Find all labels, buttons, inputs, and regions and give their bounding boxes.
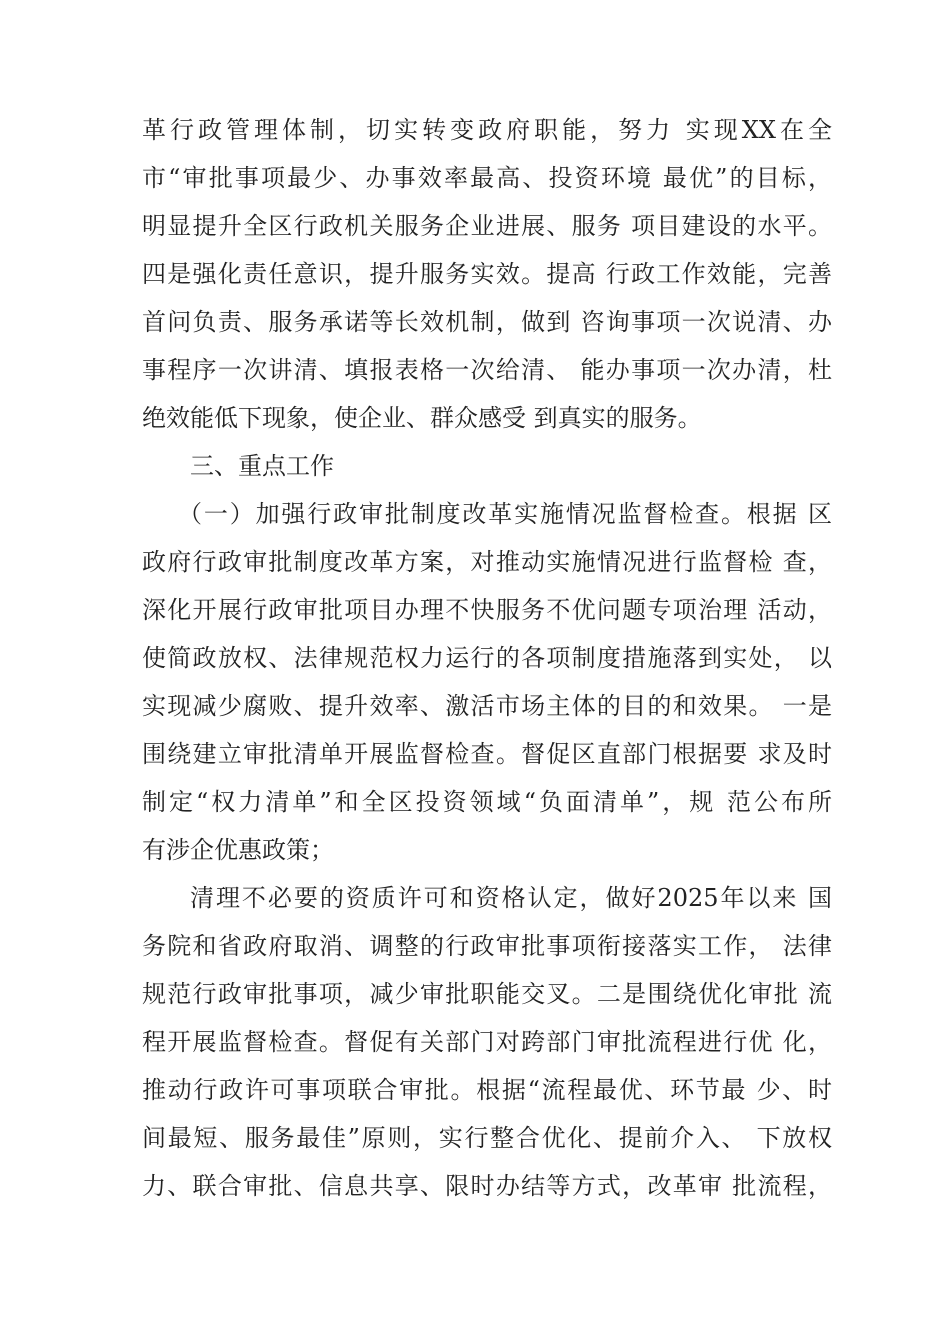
text-line: 有涉企优惠政策；	[142, 836, 334, 864]
section-heading: 三、重点工作	[190, 452, 334, 480]
document-body	[142, 106, 832, 1210]
subsection-heading-line: （一）加强行政审批制度改革实施情况监督检查。根据 区	[178, 500, 832, 528]
text-line: 务院和省政府取消、调整的行政审批事项衔接落实工作， 法律	[142, 932, 832, 960]
text-line: 明显提升全区行政机关服务企业进展、服务 项目建设的水平。	[142, 212, 832, 240]
text-line: 围绕建立审批清单开展监督检查。督促区直部门根据要 求及时	[142, 740, 832, 768]
text-line: 推动行政许可事项联合审批。根据“流程最优、环节最 少、时	[142, 1076, 832, 1104]
text-line: 实现减少腐败、提升效率、激活市场主体的目的和效果。 一是	[142, 692, 832, 720]
text-line: 事程序一次讲清、填报表格一次给清、 能办事项一次办清，杜	[142, 356, 832, 384]
paragraph-first-line: 清理不必要的资质许可和资格认定，做好2025年以来 国	[190, 884, 832, 912]
text-line: 规范行政审批事项，减少审批职能交叉。二是围绕优化审批 流	[142, 980, 832, 1008]
text-line: 制定“权力清单”和全区投资领域“负面清单”，规 范公布所	[142, 788, 832, 816]
text-line: 政府行政审批制度改革方案，对推动实施情况进行监督检 查，	[142, 548, 832, 576]
text-line: 首问负责、服务承诺等长效机制，做到 咨询事项一次说清、办	[142, 308, 832, 336]
text-line: 间最短、服务最佳”原则，实行整合优化、提前介入、 下放权	[142, 1124, 832, 1152]
text-line: 市“审批事项最少、办事效率最高、投资环境 最优”的目标，	[142, 164, 832, 192]
text-line: 力、联合审批、信息共享、限时办结等方式，改革审 批流程，	[142, 1172, 832, 1200]
text-line: 绝效能低下现象，使企业、群众感受 到真实的服务。	[142, 404, 702, 432]
text-line: 程开展监督检查。督促有关部门对跨部门审批流程进行优 化，	[142, 1028, 832, 1056]
text-line: 深化开展行政审批项目办理不快服务不优问题专项治理 活动，	[142, 596, 832, 624]
text-line: 四是强化责任意识，提升服务实效。提高 行政工作效能，完善	[142, 260, 832, 288]
text-line: 革行政管理体制，切实转变政府职能，努力 实现XX在全	[142, 116, 832, 144]
text-line: 使简政放权、法律规范权力运行的各项制度措施落到实处， 以	[142, 644, 832, 672]
